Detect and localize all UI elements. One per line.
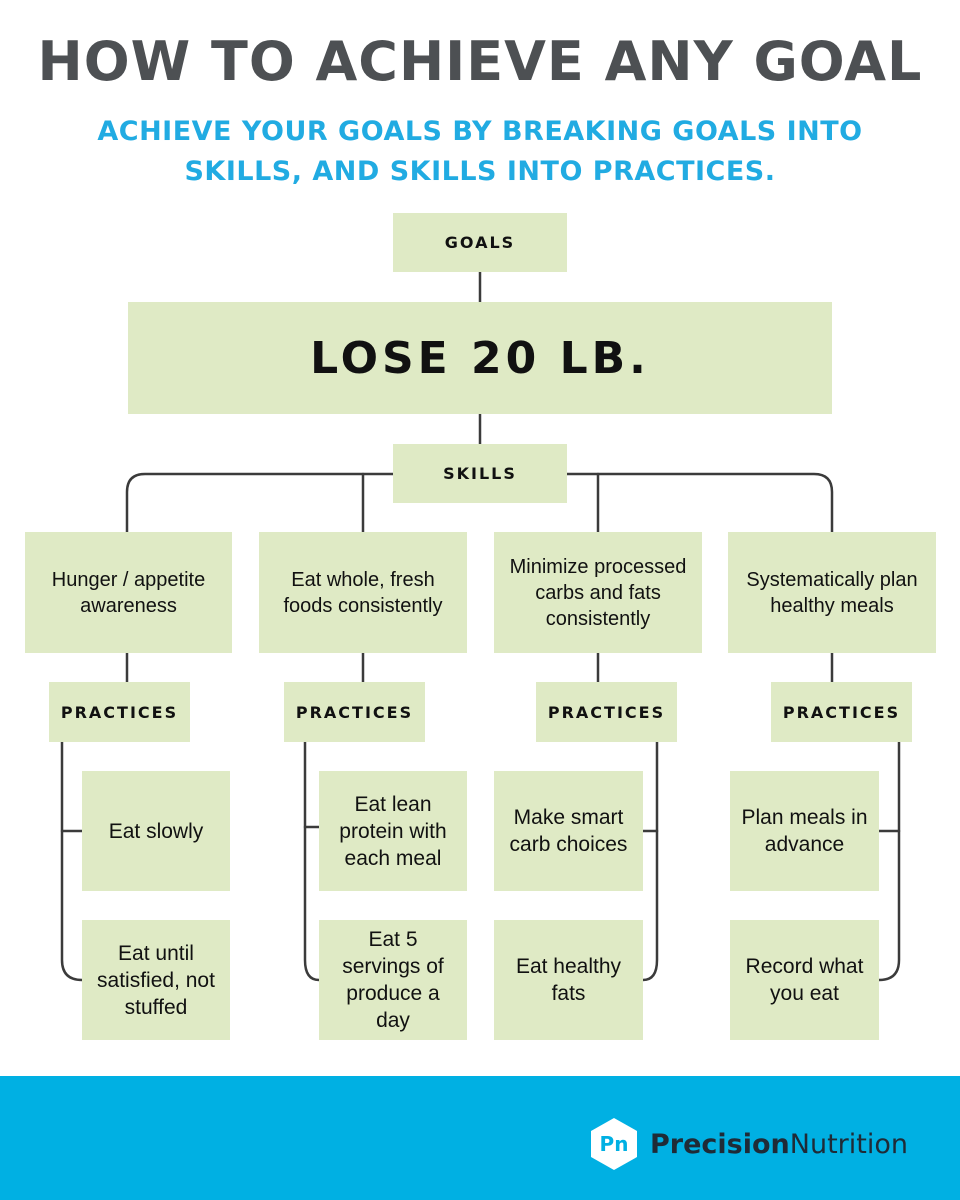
practice-box xyxy=(82,771,230,891)
goal-text: LOSE 20 LB. xyxy=(310,332,650,384)
practice-label: Record what you eat xyxy=(745,955,864,1005)
practice-box xyxy=(82,920,230,1040)
practices-label: PRACTICES xyxy=(782,702,901,722)
goals-label-box xyxy=(393,213,567,272)
practices-label: PRACTICES xyxy=(295,702,414,722)
brand-name-regular: Nutrition xyxy=(789,1128,908,1160)
skill-box xyxy=(259,532,467,653)
skill-label: Systematically plan healthy meals xyxy=(746,568,918,617)
skill-box xyxy=(494,532,702,653)
brand-mark-icon xyxy=(588,1116,640,1172)
practice-label: Eat until satisfied, not stuffed xyxy=(97,941,215,1019)
skill-label: Hunger / appetite awareness xyxy=(51,568,206,617)
page-title: HOW TO ACHIEVE ANY GOAL xyxy=(37,30,923,93)
practice-box xyxy=(319,771,467,891)
practice-label: Eat 5 servings of produce a day xyxy=(342,928,444,1032)
practices-label-box xyxy=(49,682,190,742)
practices-label: PRACTICES xyxy=(547,702,666,722)
practices-label-box xyxy=(284,682,425,742)
skill-label: Eat whole, fresh foods consistently xyxy=(283,568,443,617)
brand-name-bold: Precision xyxy=(650,1128,790,1160)
skill-box xyxy=(728,532,936,653)
skills-label-box xyxy=(393,444,567,503)
practice-label: Plan meals in advance xyxy=(741,806,868,856)
practices-label: PRACTICES xyxy=(60,702,179,722)
practices-label-box xyxy=(536,682,677,742)
practice-label: Eat slowly xyxy=(108,819,204,843)
practice-box xyxy=(730,920,879,1040)
skill-label: Minimize processed carbs and fats consistently xyxy=(509,555,687,630)
practice-label: Eat healthy fats xyxy=(515,955,622,1005)
practice-box xyxy=(319,920,467,1040)
brand-name xyxy=(650,1129,908,1160)
practice-box xyxy=(494,920,643,1040)
footer-bar xyxy=(0,1076,960,1200)
practices-label-box xyxy=(771,682,912,742)
goal-box xyxy=(128,302,832,414)
brand-mark-text: Pn xyxy=(599,1132,629,1156)
brand-logo xyxy=(588,1116,908,1172)
skills-label: SKILLS xyxy=(443,464,517,483)
practice-box xyxy=(494,771,643,891)
practice-box xyxy=(730,771,879,891)
practice-label: Eat lean protein with each meal xyxy=(339,792,447,870)
skill-box xyxy=(25,532,232,653)
practice-label: Make smart carb choices xyxy=(509,806,628,856)
page-subtitle: ACHIEVE YOUR GOALS BY BREAKING GOALS INTO SKILLS, AND SKILLS INTO PRACTICES. xyxy=(97,116,863,187)
goals-label: GOALS xyxy=(444,233,516,252)
